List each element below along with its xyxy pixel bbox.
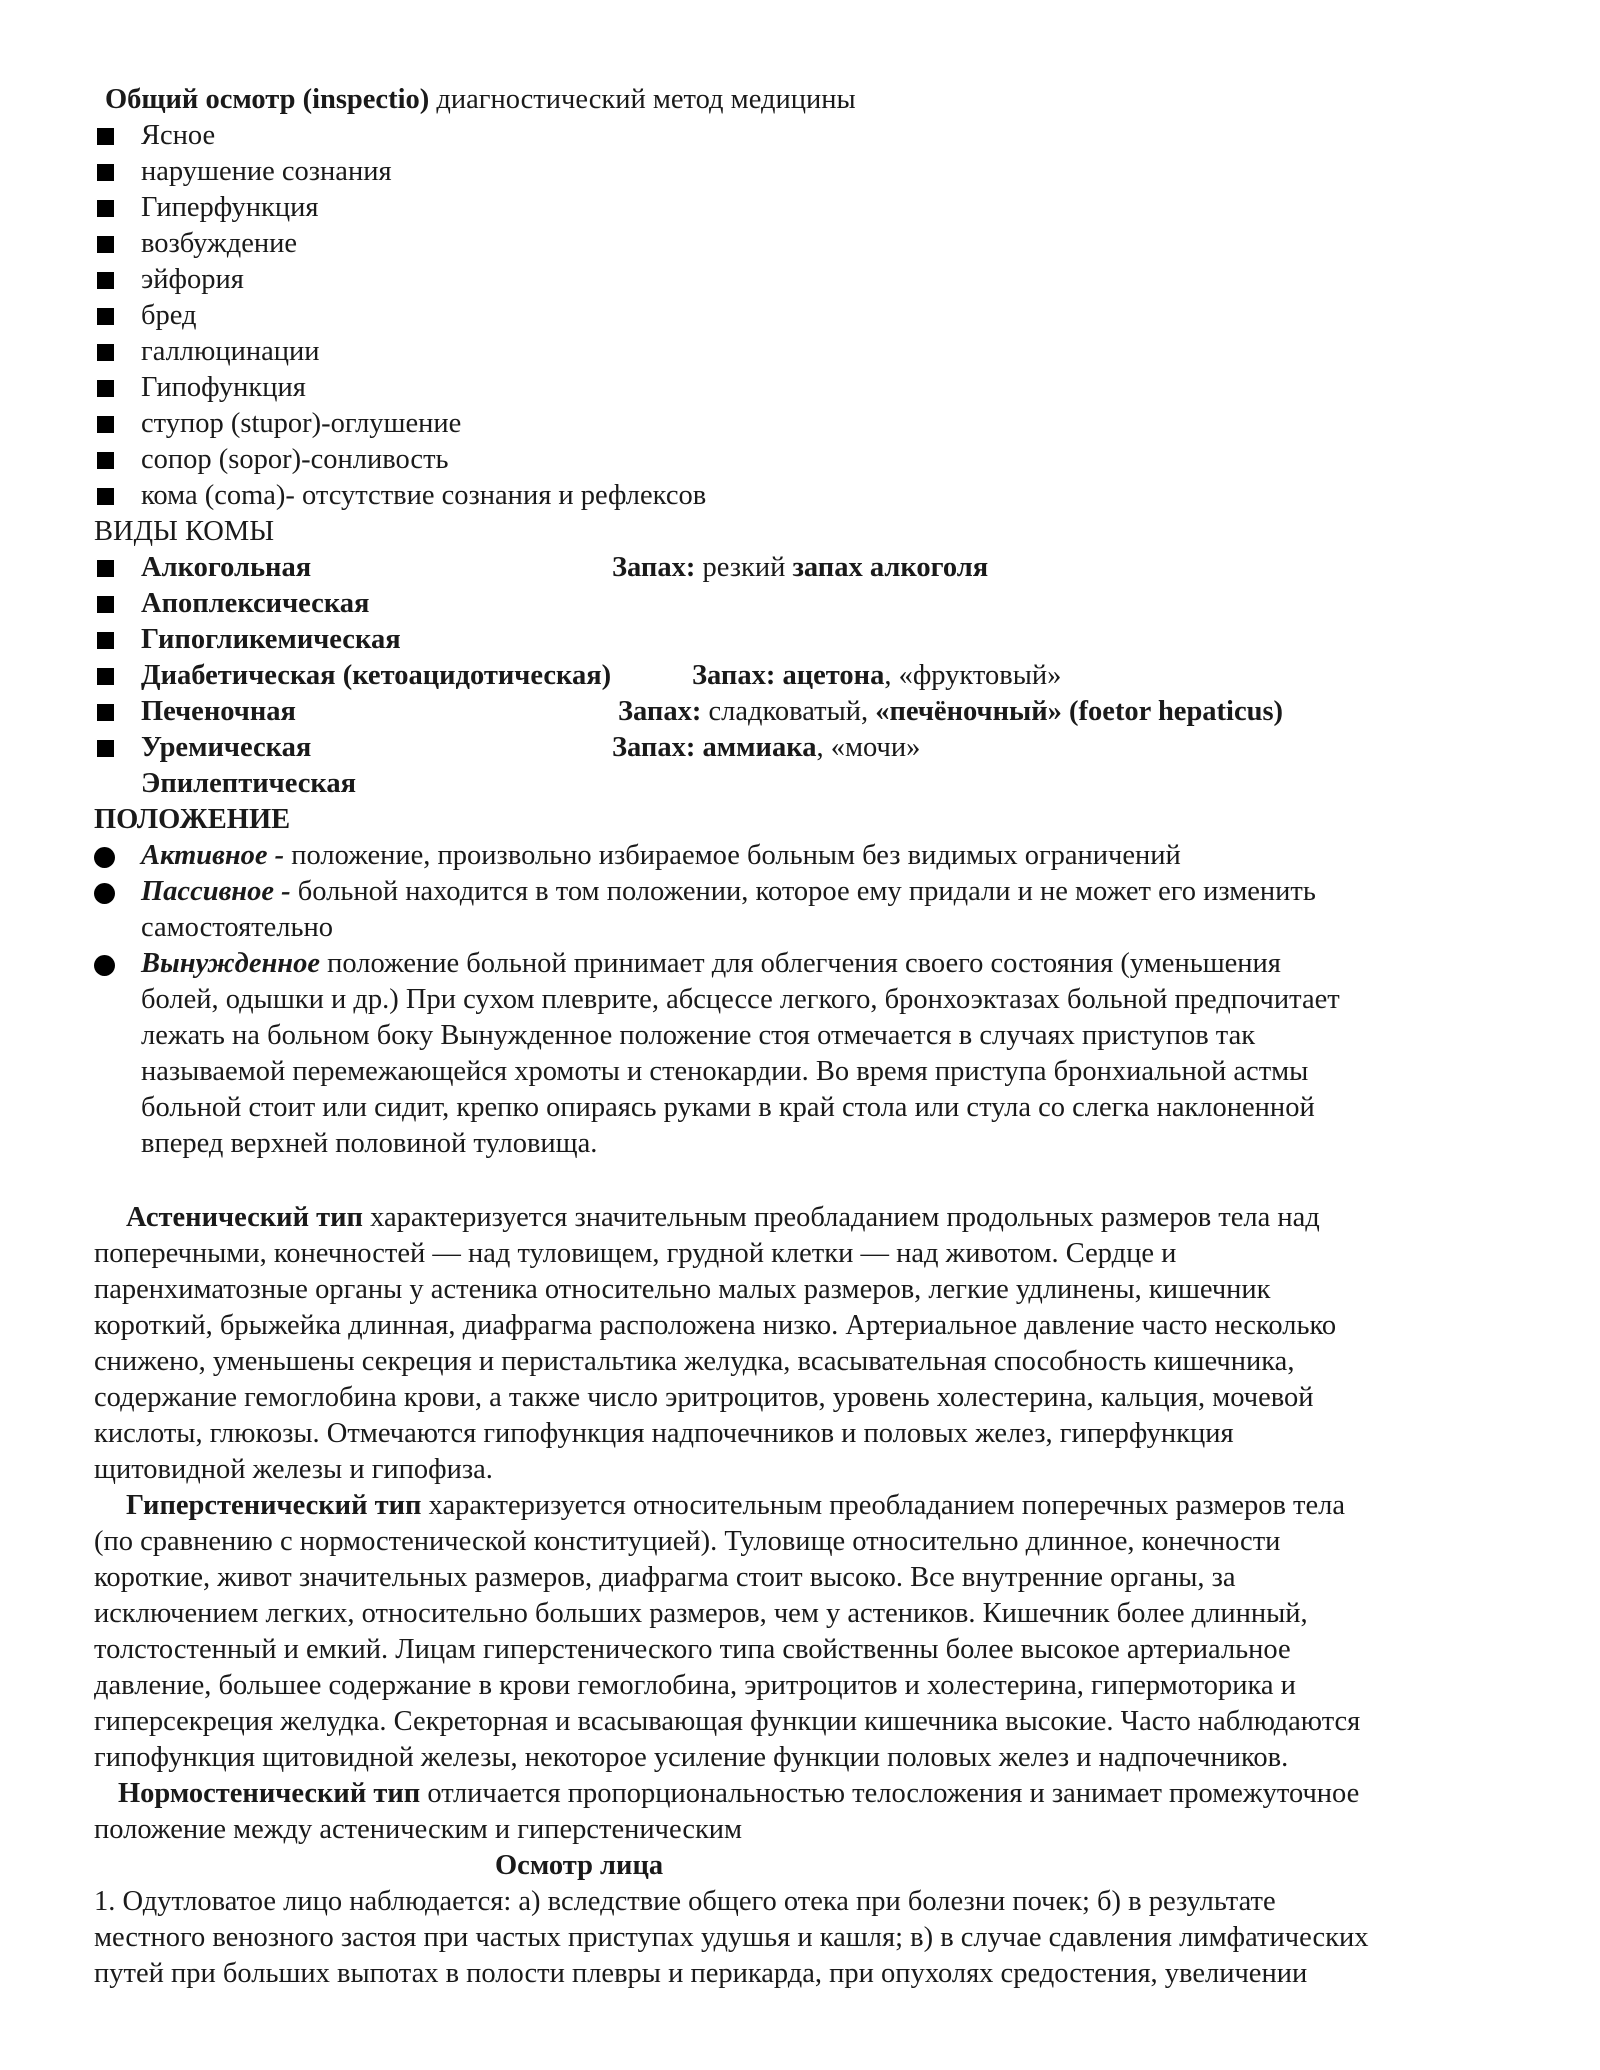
list-item: Гипофункция	[141, 372, 306, 403]
list-item: ступор (stupor)-оглушение	[141, 408, 462, 439]
position-passive-cont: самостоятельно	[141, 912, 334, 943]
coma-types-heading: ВИДЫ КОМЫ	[94, 516, 275, 547]
list-item: Гиперфункция	[141, 192, 319, 223]
paragraph-line: паренхиматозные органы у астеника относительно малых размеров, легкие удлинены, кишечник	[94, 1274, 1271, 1305]
square-bullet-icon	[97, 236, 114, 253]
list-item: галлюцинации	[141, 336, 320, 367]
coma-smell: Запах: аммиака, «мочи»	[612, 732, 921, 763]
square-bullet-icon	[97, 308, 114, 325]
position-passive: Пассивное - больной находится в том положении, которое ему придали и не может его изменить	[141, 876, 1316, 907]
paragraph-line: кислоты, глюкозы. Отмечаются гипофункция надпочечников и половых желез, гиперфункция	[94, 1418, 1234, 1449]
paragraph-line: щитовидной железы и гипофиза.	[94, 1454, 493, 1485]
paragraph-line: гиперсекреция желудка. Секреторная и всасывающая функции кишечника высокие. Часто наблюдаются	[94, 1706, 1361, 1737]
square-bullet-icon	[97, 344, 114, 361]
coma-name: Эпилептическая	[141, 768, 357, 799]
square-bullet-icon	[97, 416, 114, 433]
square-bullet-icon	[97, 128, 114, 145]
list-item: возбуждение	[141, 228, 298, 259]
coma-name: Апоплексическая	[141, 588, 370, 619]
position-forced-line: болей, одышки и др.) При сухом плеврите, абсцессе легкого, бронхоэктазах больной предпочитает	[141, 984, 1340, 1015]
paragraph-line: путей при больших выпотах в полости плевры и перикарда, при опухолях средостения, увеличении	[94, 1958, 1308, 1989]
face-heading: Осмотр лица	[495, 1850, 664, 1881]
square-bullet-icon	[97, 668, 114, 685]
square-bullet-icon	[97, 740, 114, 757]
title-bold: Общий осмотр (inspectio)	[105, 84, 430, 115]
paragraph-line: короткие, живот значительных размеров, диафрагма стоит высоко. Все внутренние органы, за	[94, 1562, 1236, 1593]
coma-name: Печеночная	[141, 696, 296, 727]
coma-smell: Запах: ацетона, «фруктовый»	[692, 660, 1062, 691]
round-bullet-icon	[94, 883, 115, 904]
position-forced-line: лежать на больном боку Вынужденное положение стоя отмечается в случаях приступов так	[141, 1020, 1256, 1051]
paragraph-line: давление, большее содержание в крови гемоглобина, эритроцитов и холестерина, гипермоторика и	[94, 1670, 1296, 1701]
position-heading: ПОЛОЖЕНИЕ	[94, 804, 291, 835]
list-item: бред	[141, 300, 197, 331]
square-bullet-icon	[97, 200, 114, 217]
title-rest: диагностический метод медицины	[429, 84, 856, 115]
square-bullet-icon	[97, 560, 114, 577]
coma-name: Уремическая	[141, 732, 312, 763]
square-bullet-icon	[97, 596, 114, 613]
position-active: Активное - положение, произвольно избираемое больным без видимых ограничений	[141, 840, 1181, 871]
page-title	[105, 82, 856, 118]
list-item: эйфория	[141, 264, 244, 295]
list-item: нарушение сознания	[141, 156, 392, 187]
square-bullet-icon	[97, 704, 114, 721]
square-bullet-icon	[97, 452, 114, 469]
paragraph-line: положение между астеническим и гиперстеническим	[94, 1814, 743, 1845]
paragraph-line: 1. Одутловатое лицо наблюдается: а) вследствие общего отека при болезни почек; б) в результате	[94, 1886, 1276, 1917]
paragraph-line: гипофункция щитовидной железы, некоторое усиление функции половых желез и надпочечников.	[94, 1742, 1289, 1773]
round-bullet-icon	[94, 955, 115, 976]
paragraph-line: снижено, уменьшены секреция и перистальтика желудка, всасывательная способность кишечника,	[94, 1346, 1295, 1377]
position-forced-line: больной стоит или сидит, крепко опираясь руками в край стола или стула со слегка наклоненной	[141, 1092, 1315, 1123]
paragraph-line: (по сравнению с нормостенической конституцией). Туловище относительно длинное, конечности	[94, 1526, 1281, 1557]
position-forced-line: вперед верхней половиной туловища.	[141, 1128, 598, 1159]
paragraph-line: Астенический тип характеризуется значительным преобладанием продольных размеров тела над	[126, 1202, 1320, 1233]
coma-name: Гипогликемическая	[141, 624, 401, 655]
paragraph-line: толстостенный и емкий. Лицам гиперстенического типа свойственны более высокое артериальное	[94, 1634, 1291, 1665]
paragraph-line: исключением легких, относительно больших размеров, чем у астеников. Кишечник более длинный,	[94, 1598, 1308, 1629]
list-item: Ясное	[141, 120, 216, 151]
paragraph-line: содержание гемоглобина крови, а также число эритроцитов, уровень холестерина, кальция, мочевой	[94, 1382, 1314, 1413]
paragraph-line: поперечными, конечностей — над туловищем, грудной клетки — над животом. Сердце и	[94, 1238, 1177, 1269]
position-forced-line: называемой перемежающейся хромоты и стенокардии. Во время приступа бронхиальной астмы	[141, 1056, 1309, 1087]
paragraph-line: короткий, брыжейка длинная, диафрагма расположена низко. Артериальное давление часто несколько	[94, 1310, 1337, 1341]
round-bullet-icon	[94, 847, 115, 868]
square-bullet-icon	[97, 488, 114, 505]
list-item: кома (coma)- отсутствие сознания и рефлексов	[141, 480, 707, 511]
square-bullet-icon	[97, 272, 114, 289]
paragraph-line: местного венозного застоя при частых приступах удушья и кашля; в) в случае сдавления лимфатических	[94, 1922, 1369, 1953]
coma-name: Алкогольная	[141, 552, 312, 583]
coma-name: Диабетическая (кетоацидотическая)	[141, 660, 612, 691]
coma-smell: Запах: резкий запах алкоголя	[612, 552, 989, 583]
paragraph-line: Гиперстенический тип характеризуется относительным преобладанием поперечных размеров тела	[126, 1490, 1346, 1521]
position-forced: Вынужденное положение больной принимает для облегчения своего состояния (уменьшения	[141, 948, 1281, 979]
coma-smell: Запах: сладковатый, «печёночный» (foetor hepaticus)	[618, 696, 1284, 727]
square-bullet-icon	[97, 632, 114, 649]
square-bullet-icon	[97, 380, 114, 397]
list-item: сопор (sopor)-сонливость	[141, 444, 449, 475]
paragraph-line: Нормостенический тип отличается пропорциональностью телосложения и занимает промежуточное	[118, 1778, 1360, 1809]
square-bullet-icon	[97, 164, 114, 181]
